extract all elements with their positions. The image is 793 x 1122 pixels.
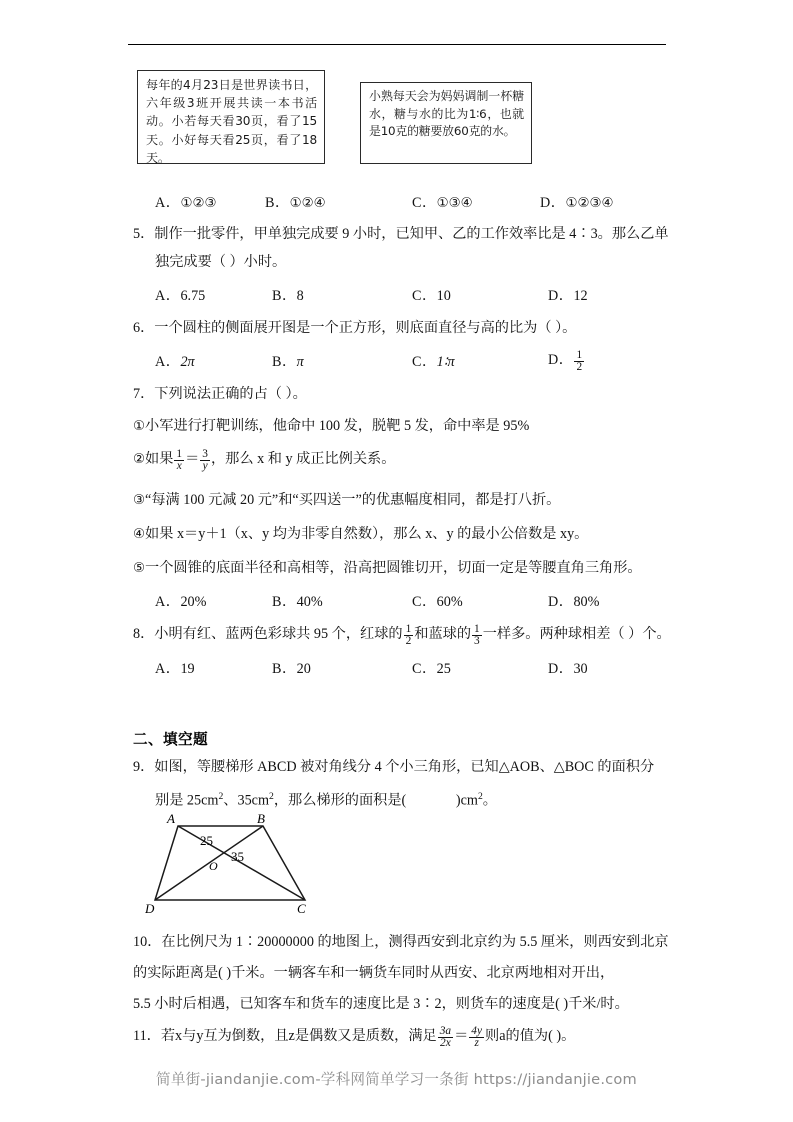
q7-option-d-label: D． (548, 594, 574, 610)
q5-option-a-label: A． (155, 288, 181, 304)
q6-option-c[interactable] (412, 351, 455, 371)
q8-option-a-value: 19 (180, 661, 195, 677)
q6-option-b-value: π (296, 354, 304, 370)
question-9-stem-line2 (155, 787, 497, 811)
q7-option-d-value: 80% (573, 594, 600, 610)
q8-option-d-value: 30 (573, 661, 588, 677)
q9-l2-c: ，那么梯形的面积是( (273, 792, 407, 809)
q7-option-a-value: 20% (180, 594, 207, 610)
q5-option-a-value: 6.75 (180, 288, 206, 304)
question-9-number: 9． (133, 759, 155, 775)
q5-option-b-label: B． (272, 288, 297, 304)
footer-watermark: 简单街-jiandanjie.com-学科网简单学习一条街 https://jiandanjie.com (156, 1071, 637, 1088)
isosceles-trapezoid-figure (145, 812, 320, 914)
q9-l2-e: 。 (482, 792, 497, 809)
q7-option-c-label: C． (412, 594, 437, 610)
question-6-text: 一个圆柱的侧面展开图是一个正方形，则底面直径与高的比为（ ）。 (154, 320, 577, 336)
q7-statement-2-fraction-right (200, 449, 210, 473)
question-7-statement-1 (133, 416, 529, 437)
question-7-statement-3 (133, 490, 560, 511)
question-7-statement-2 (133, 447, 395, 471)
question-7-text: 下列说法正确的占（ ）。 (154, 386, 307, 402)
question-5-stem-line2: 独完成要（ ）小时。 (155, 254, 287, 270)
question-10-text-line1: 在比例尺为 1∶20000000 的地图上，测得西安到北京约为 5.5 厘米，则西安到北京 (161, 934, 669, 950)
q4-option-b-value: ①②④ (289, 196, 326, 211)
q4-option-b[interactable] (265, 192, 326, 212)
q4-option-a-label: A． (155, 195, 181, 211)
q5-option-d-value: 12 (573, 288, 588, 304)
q7-statement-5-text: 一个圆锥的底面半径和高相等，沿高把圆锥切开，切面一定是等腰直角三角形。 (145, 560, 642, 576)
q7-s2-left-denominator: x (176, 460, 182, 473)
q11-equals: ＝ (454, 1027, 469, 1044)
question-7-number: 7． (133, 386, 155, 402)
q7-option-b-value: 40% (296, 594, 323, 610)
q5-option-d[interactable] (548, 285, 588, 305)
q6-option-a[interactable] (155, 351, 195, 371)
q7-statement-1-text: 小军进行打靶训练，他命中 100 发，脱靶 5 发，命中率是 95% (145, 418, 530, 434)
q11-right-denominator: z (474, 1037, 479, 1050)
question-7-statement-4 (133, 524, 588, 545)
q6-option-b-label: B． (272, 354, 297, 370)
q8-option-a[interactable] (155, 658, 195, 678)
q8-red-numerator: 1 (405, 622, 412, 635)
question-8-part3: 一样多。两种球相差（ ）个。 (482, 625, 671, 642)
question-8-number: 8． (133, 625, 155, 642)
question-6-number: 6． (133, 320, 155, 336)
vertex-label-b: B (257, 812, 265, 826)
q8-option-d[interactable] (548, 658, 588, 678)
q11-right-numerator: 4y (471, 1024, 483, 1037)
q5-option-c-value: 10 (436, 288, 451, 304)
q11-fraction-right (469, 1026, 484, 1050)
q7-option-a[interactable] (155, 591, 206, 611)
q11-left-numerator: 3a (439, 1024, 452, 1037)
question-5-text-line1: 制作一批零件，甲单独完成要 9 小时，已知甲、乙的工作效率比是 4∶3。那么乙单 (154, 226, 669, 242)
q6-option-a-value: 2π (180, 354, 195, 370)
question-11-part2: 则a的值为( )。 (485, 1027, 576, 1044)
q6-option-c-value: 1∶π (436, 354, 455, 370)
q8-option-c-label: C． (412, 661, 437, 677)
q8-fraction-blue (472, 624, 482, 648)
section-heading-fill-in-blank: 二、填空题 (133, 732, 208, 748)
vertex-label-d: D (145, 901, 155, 914)
q9-l2-a: 别是 25cm (155, 792, 219, 809)
vertex-label-a: A (167, 812, 175, 826)
q5-option-c-label: C． (412, 288, 437, 304)
q4-option-a-value: ①②③ (180, 196, 217, 211)
q8-option-c-value: 25 (436, 661, 451, 677)
q4-option-d[interactable] (540, 192, 613, 212)
stimulus-box-sugar-water: 小熟每天会为妈妈调制一杯糖水，糖与水的比为1∶6，也就是10克的糖要放60克的水。 (360, 82, 532, 164)
q6-option-d-denominator: 2 (576, 361, 583, 374)
q4-option-a[interactable] (155, 192, 216, 212)
q9-l2-d: )cm (455, 792, 478, 809)
question-11-part1: 若x与y互为倒数，且z是偶数又是质数，满足 (160, 1027, 437, 1044)
q5-option-b-value: 8 (296, 288, 304, 304)
q8-option-a-label: A． (155, 661, 181, 677)
q8-option-b-value: 20 (296, 661, 311, 677)
q6-option-d[interactable] (548, 348, 585, 372)
q7-statement-4-text: 如果 x＝y＋1（x、y 均为非零自然数），那么 x、y 的最小公倍数是 xy。 (145, 526, 589, 542)
q7-s2-right-denominator: y (202, 460, 208, 473)
header-divider (128, 44, 666, 45)
question-8-part1: 小明有红、蓝两色彩球共 95 个，红球的 (154, 625, 403, 642)
question-11-stem (133, 1024, 575, 1048)
question-11-number: 11． (133, 1027, 161, 1044)
question-10-number: 10． (133, 934, 162, 950)
q9-l2-b: 、35cm (223, 792, 269, 809)
q6-option-d-fraction (574, 350, 584, 374)
stimulus-box-reading-activity: 每年的4月23日是世界读书日，六年级3班开展共读一本书活动。小若每天看30页，看了15天。小好每天看25页，看了18天。 (137, 70, 325, 164)
q7-s2-left-numerator: 1 (176, 447, 183, 460)
q6-option-a-label: A． (155, 354, 181, 370)
q8-fraction-red (404, 624, 414, 648)
q7-option-c-value: 60% (436, 594, 463, 610)
q9-l2-sup1: 2 (218, 791, 224, 802)
q5-option-c[interactable] (412, 285, 451, 305)
q8-blue-denominator: 3 (474, 635, 480, 648)
q6-option-c-label: C． (412, 354, 437, 370)
q4-option-d-value: ①②③④ (565, 196, 614, 211)
q7-s2-right-numerator: 3 (202, 447, 208, 460)
q6-option-b[interactable] (272, 351, 304, 371)
question-9-stem-line1 (133, 757, 654, 777)
q4-option-b-label: B． (265, 195, 290, 211)
q8-option-c[interactable] (412, 658, 451, 678)
q5-option-b[interactable] (272, 285, 304, 305)
q7-statement-4-marker: ④ (133, 527, 146, 542)
q7-statement-3-text: “每满 100 元减 20 元”和“买四送一”的优惠幅度相同，都是打八折。 (145, 492, 561, 508)
q7-statement-3-marker: ③ (133, 493, 146, 508)
q7-option-b-label: B． (272, 594, 297, 610)
q8-option-d-label: D． (548, 661, 574, 677)
q7-statement-2-suffix: ，那么 x 和 y 成正比例关系。 (210, 450, 396, 467)
q5-option-a[interactable] (155, 285, 205, 305)
q9-l2-sup2: 2 (269, 791, 274, 802)
q8-option-b-label: B． (272, 661, 297, 677)
q8-option-b[interactable] (272, 658, 311, 678)
q4-option-c[interactable] (412, 192, 473, 212)
q7-option-b[interactable] (272, 591, 323, 611)
question-5-stem-line1 (133, 224, 669, 244)
q7-s2-equals: ＝ (185, 450, 200, 467)
q7-option-a-label: A． (155, 594, 181, 610)
question-10-stem-line1 (133, 932, 669, 952)
question-5-number: 5． (133, 226, 155, 242)
question-7-stem (133, 384, 307, 404)
q4-option-c-value: ①③④ (436, 196, 473, 211)
q8-red-denominator: 2 (405, 635, 412, 648)
q6-option-d-numerator: 1 (576, 348, 583, 361)
q9-l2-sup3: 2 (477, 791, 483, 802)
question-7-statement-5 (133, 558, 642, 579)
q7-statement-2-marker: ② (133, 451, 146, 467)
question-10-stem-line2: 的实际距离是( )千米。一辆客车和一辆货车同时从西安、北京两地相对开出， (133, 965, 615, 981)
q4-option-d-label: D． (540, 195, 566, 211)
vertex-label-c: C (297, 901, 306, 914)
q9-answer-blank[interactable] (406, 793, 456, 809)
q7-statement-5-marker: ⑤ (133, 561, 146, 576)
q11-left-denominator: 2x (440, 1037, 451, 1050)
area-label-boc: 35 (231, 849, 244, 864)
vertex-label-o: O (209, 859, 218, 873)
q7-statement-1-marker: ① (133, 419, 146, 434)
question-8-stem (133, 622, 671, 646)
q7-statement-2-fraction-left (174, 449, 184, 473)
q7-option-d[interactable] (548, 591, 599, 611)
q5-option-d-label: D． (548, 288, 574, 304)
q8-blue-numerator: 1 (474, 622, 480, 635)
question-10-stem-line3: 5.5 小时后相遇，已知客车和货车的速度比是 3∶2，则货车的速度是( )千米/时。 (133, 996, 629, 1012)
question-6-stem (133, 318, 576, 338)
question-9-text-line1: 如图，等腰梯形 ABCD 被对角线分 4 个小三角形，已知△AOB、△BOC 的面积分 (154, 759, 655, 775)
area-label-aob: 25 (200, 833, 213, 848)
question-8-part2: 和蓝球的 (414, 625, 472, 642)
q11-fraction-left (438, 1026, 453, 1050)
trapezoid-outline (155, 826, 305, 900)
q7-statement-2-prefix: 如果 (145, 450, 174, 467)
q6-option-d-label: D． (548, 351, 574, 368)
q7-option-c[interactable] (412, 591, 463, 611)
q4-option-c-label: C． (412, 195, 437, 211)
